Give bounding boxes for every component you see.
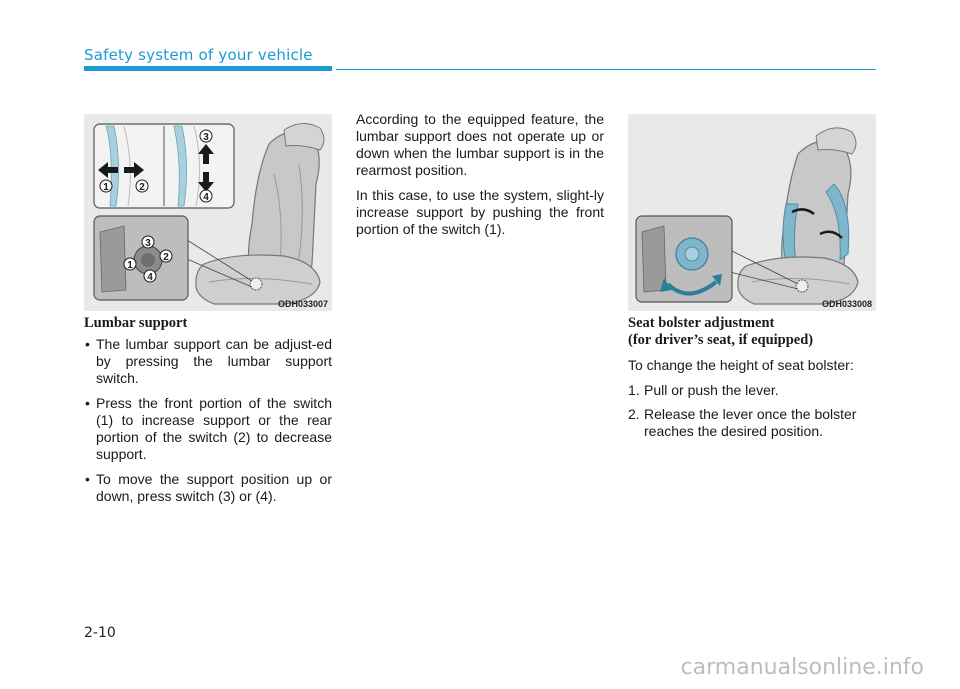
- seat-bolster-subheading: (for driver’s seat, if equipped): [628, 332, 814, 348]
- lumbar-seat-illustration: [84, 114, 332, 311]
- lumbar-support-figure: [84, 114, 332, 311]
- seat-bolster-heading: Seat bolster adjustment: [628, 315, 775, 331]
- callout-3-top: 3: [203, 132, 209, 143]
- callout-4-top: 4: [203, 192, 209, 203]
- lumbar-support-section: [84, 315, 332, 513]
- header-rule-thick: [84, 66, 332, 71]
- callout-2-switch: 2: [163, 252, 169, 263]
- figure-code-left: ODH033007: [277, 299, 328, 309]
- step-text: Release the lever once the bolster reaches the desired position.: [644, 406, 857, 439]
- page-number: 2-10: [84, 625, 116, 641]
- list-item: [628, 406, 878, 440]
- step-text: Pull or push the lever.: [644, 382, 779, 398]
- list-item: [628, 382, 878, 399]
- list-item: • Press the front portion of the switch (1) to increase support or the rear portion of the switch (2) to decrease support.: [84, 395, 332, 463]
- callout-1-switch: 1: [127, 260, 133, 271]
- lumbar-support-heading: Lumbar support: [84, 315, 188, 331]
- callout-4-switch: 4: [147, 272, 153, 283]
- lumbar-note-section: [356, 111, 604, 246]
- paragraph: In this case, to use the system, slight-ly increase support by pushing the front portion of the switch (1).: [356, 187, 604, 237]
- callout-1-top: 1: [103, 182, 109, 193]
- section-title: Safety system of your vehicle: [84, 46, 313, 64]
- list-item: • To move the support position up or down, press switch (3) or (4).: [84, 471, 332, 505]
- seat-bolster-steps: [628, 382, 878, 440]
- callout-3-switch: 3: [145, 238, 151, 249]
- callout-2-top: 2: [139, 182, 145, 193]
- step-number: 2.: [628, 406, 640, 422]
- paragraph: According to the equipped feature, the lumbar support does not operate up or down when the lumbar support is in the rearmost position.: [356, 111, 604, 178]
- list-item: • The lumbar support can be adjust-ed by pressing the lumbar support switch.: [84, 336, 332, 387]
- watermark: carmanualsonline.info: [680, 655, 924, 680]
- lumbar-support-list: [84, 336, 332, 505]
- seat-bolster-intro: To change the height of seat bolster:: [628, 357, 854, 373]
- bolster-seat-illustration: [628, 114, 876, 311]
- figure-code-right: ODH033008: [821, 299, 872, 309]
- step-number: 1.: [628, 382, 640, 398]
- seat-bolster-section: [628, 315, 878, 447]
- header-rule-thin: [336, 69, 876, 70]
- seat-bolster-figure: [628, 114, 876, 311]
